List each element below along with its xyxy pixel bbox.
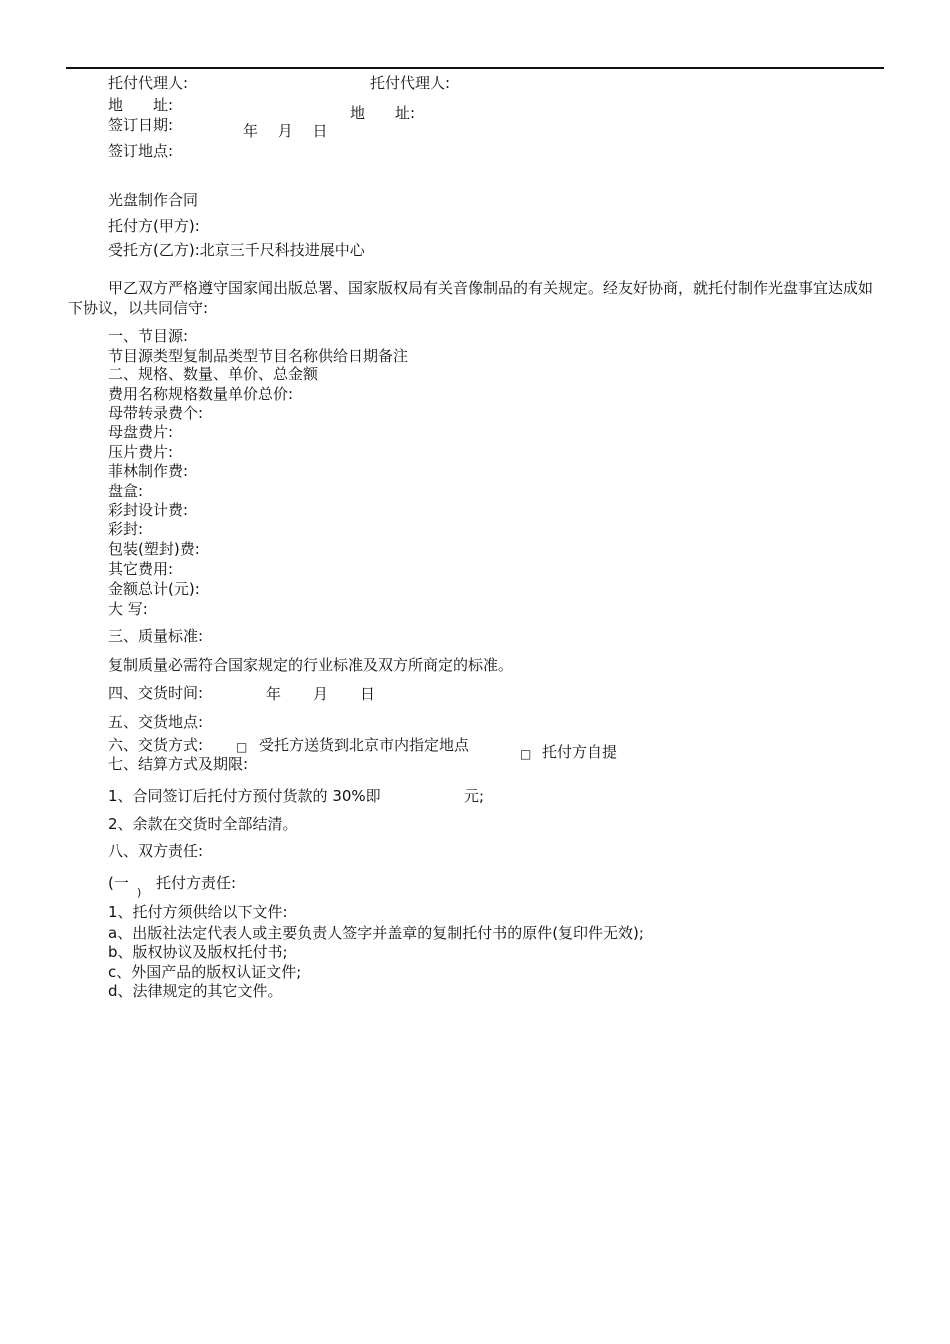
left-agent-label: 托付代理人: xyxy=(108,74,189,92)
checkbox-icon[interactable]: □ xyxy=(520,747,532,761)
fee-item: 菲林制作费: xyxy=(108,462,189,480)
intro-paragraph xyxy=(68,278,878,318)
section8-heading: 八、双方责任: xyxy=(108,842,204,860)
section2-heading: 二、规格、数量、单价、总金额 xyxy=(108,365,319,383)
party-b: 受托方(乙方):北京三千尺科技进展中心 xyxy=(108,241,365,259)
fee-total: 金额总计(元): xyxy=(108,580,200,598)
section1-heading: 一、节目源: xyxy=(108,327,189,345)
subsection-open: (一 xyxy=(108,874,129,892)
right-agent-label: 托付代理人: xyxy=(370,74,451,92)
checkbox-icon[interactable]: □ xyxy=(236,740,248,754)
delivery-option-pickup: 托付方自提 xyxy=(542,743,618,761)
docs-intro: 1、托付方须供给以下文件: xyxy=(108,903,288,921)
fee-item: 彩封: xyxy=(108,520,144,538)
payment-item-1: 1、合同签订后托付方预付货款的 30%即 xyxy=(108,787,381,805)
fee-item: 包装(塑封)费: xyxy=(108,540,200,558)
doc-item: c、外国产品的版权认证文件; xyxy=(108,963,302,981)
delivery-month: 月 xyxy=(313,685,329,703)
section5-heading: 五、交货地点: xyxy=(108,713,204,731)
delivery-day: 日 xyxy=(360,685,376,703)
fee-total-words: 大 写: xyxy=(108,600,148,618)
delivery-year: 年 xyxy=(266,685,282,703)
fee-item: 彩封设计费: xyxy=(108,501,189,519)
fee-item: 母盘费片: xyxy=(108,423,174,441)
doc-item: b、版权协议及版权托付书; xyxy=(108,943,288,961)
sign-date-label: 签订日期: xyxy=(108,116,174,134)
sign-date-value: 年 月 日 xyxy=(243,122,328,140)
fee-item: 其它费用: xyxy=(108,560,174,578)
intro-text: 甲乙双方严格遵守国家闻出版总署、国家版权局有关音像制品的有关规定。经友好协商，就托付制作光盘事宜达成如下协议，以共同信守: xyxy=(68,279,874,317)
left-address-label: 地 址: xyxy=(108,96,174,114)
fee-item: 盘盒: xyxy=(108,482,144,500)
right-address-label: 地 址: xyxy=(350,104,416,122)
fee-item: 母带转录费个: xyxy=(108,404,204,422)
section3-text: 复制质量必需符合国家规定的行业标准及双方所商定的标准。 xyxy=(108,656,514,674)
contract-title: 光盘制作合同 xyxy=(108,191,199,209)
section6-heading: 六、交货方式: xyxy=(108,736,204,754)
section4-heading: 四、交货时间: xyxy=(108,684,204,702)
sign-place-label: 签订地点: xyxy=(108,142,174,160)
payment-item-1-unit: 元; xyxy=(464,787,485,805)
subsection-close: ) xyxy=(137,886,142,899)
section7-heading: 七、结算方式及期限: xyxy=(108,755,249,773)
subsection-title: 托付方责任: xyxy=(156,874,237,892)
doc-item: d、法律规定的其它文件。 xyxy=(108,982,283,1000)
fee-item: 压片费片: xyxy=(108,443,174,461)
section2-columns: 费用名称规格数量单价总价: xyxy=(108,385,294,403)
section3-heading: 三、质量标准: xyxy=(108,627,204,645)
party-a: 托付方(甲方): xyxy=(108,217,200,235)
top-rule xyxy=(66,67,884,69)
delivery-option-send: 受托方送货到北京市内指定地点 xyxy=(259,736,470,754)
payment-item-2: 2、余款在交货时全部结清。 xyxy=(108,815,298,833)
section1-columns: 节目源类型复制品类型节目名称供给日期备注 xyxy=(108,347,409,365)
doc-item: a、出版社法定代表人或主要负责人签字并盖章的复制托付书的原件(复印件无效); xyxy=(108,924,644,942)
